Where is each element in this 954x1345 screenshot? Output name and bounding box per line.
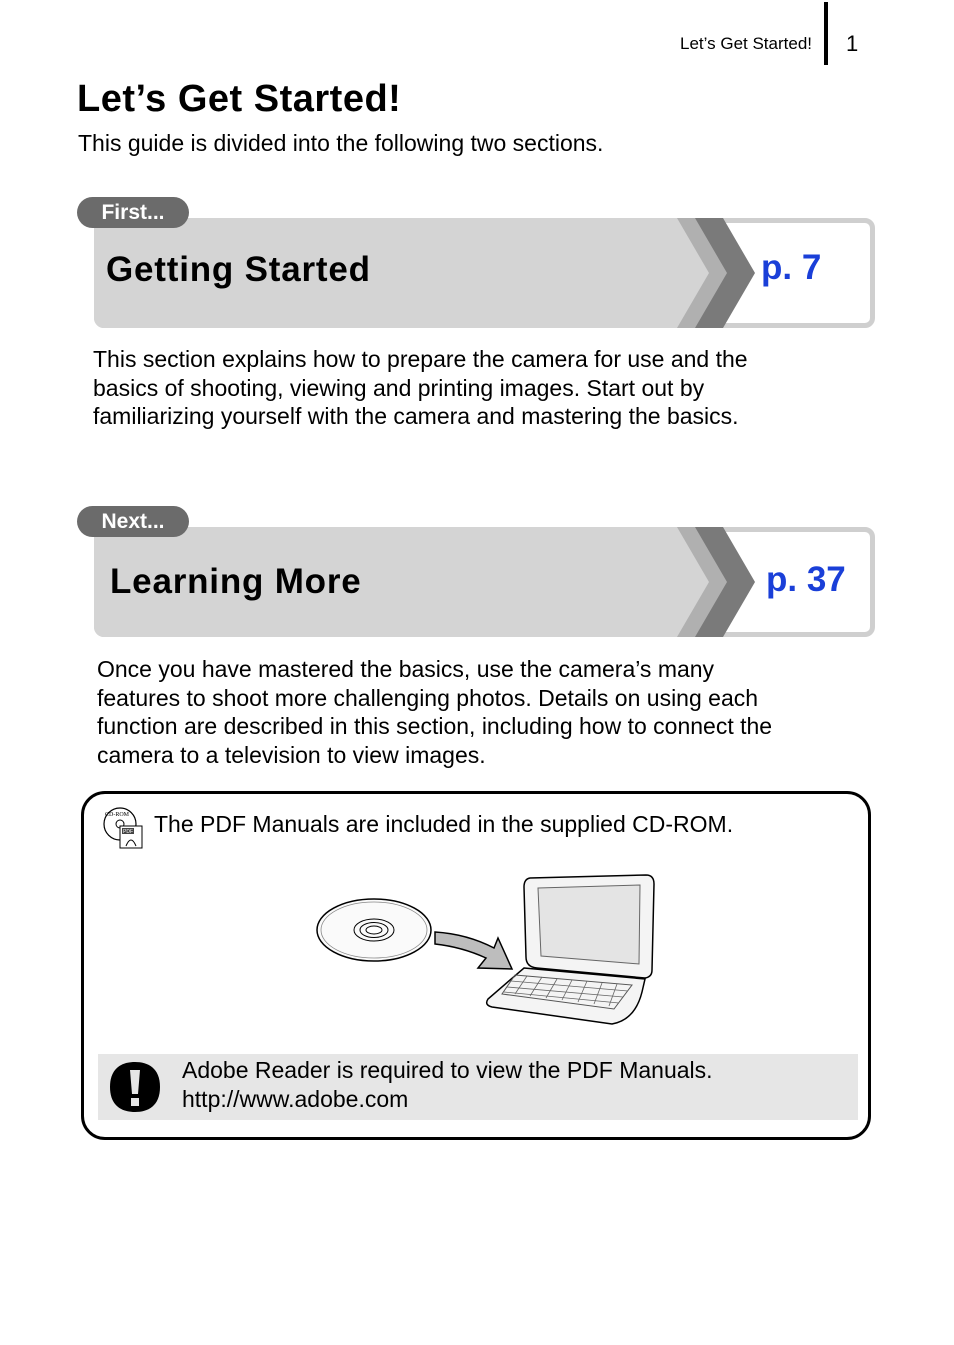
section-tag: First... [77, 197, 189, 228]
page-number: 1 [846, 31, 859, 56]
header-divider [824, 2, 828, 65]
description-line: basics of shooting, viewing and printing images. Start out by [93, 374, 705, 401]
description-line: camera to a television to view images. [97, 742, 486, 769]
adobe-reader-warning [98, 1054, 858, 1120]
section-getting-started [77, 197, 877, 329]
chevron-arrow-icon [677, 527, 762, 637]
section-title: Getting Started [106, 250, 371, 289]
cd-rom-text: The PDF Manuals are included in the supplied CD-ROM. [154, 811, 734, 837]
adobe-url-link[interactable]: http://www.adobe.com [182, 1086, 409, 1112]
description-line: Once you have mastered the basics, use the camera’s many [97, 656, 715, 682]
pdf-icon-label: PDF [123, 829, 133, 835]
section-page-link[interactable]: p. 7 [761, 248, 822, 287]
chevron-arrow-icon [677, 218, 762, 328]
section-title: Learning More [110, 562, 362, 601]
exclamation-icon [108, 1060, 162, 1114]
page-title: Let’s Get Started! [77, 78, 402, 120]
section-description [97, 655, 877, 770]
description-line: function are described in this section, including how to connect the [97, 713, 773, 740]
running-header-title: Let’s Get Started! [680, 34, 812, 53]
description-line: features to shoot more challenging photos. Details on using each [97, 684, 759, 711]
section-description [93, 345, 873, 431]
intro-text: This guide is divided into the following two sections. [78, 130, 604, 156]
section-page-link[interactable]: p. 37 [766, 560, 846, 599]
warning-text: Adobe Reader is required to view the PDF Manuals. [182, 1057, 713, 1083]
cd-rom-pdf-icon [100, 806, 148, 850]
cd-icon-label: CD-ROM [105, 812, 130, 818]
section-learning-more [77, 506, 877, 638]
description-line: This section explains how to prepare the camera for use and the [93, 346, 748, 372]
section-tag: Next... [77, 506, 189, 537]
pdf-manuals-note-box [81, 791, 871, 1140]
cd-to-laptop-illustration [312, 872, 662, 1032]
description-line: familiarizing yourself with the camera and mastering the basics. [93, 403, 739, 430]
